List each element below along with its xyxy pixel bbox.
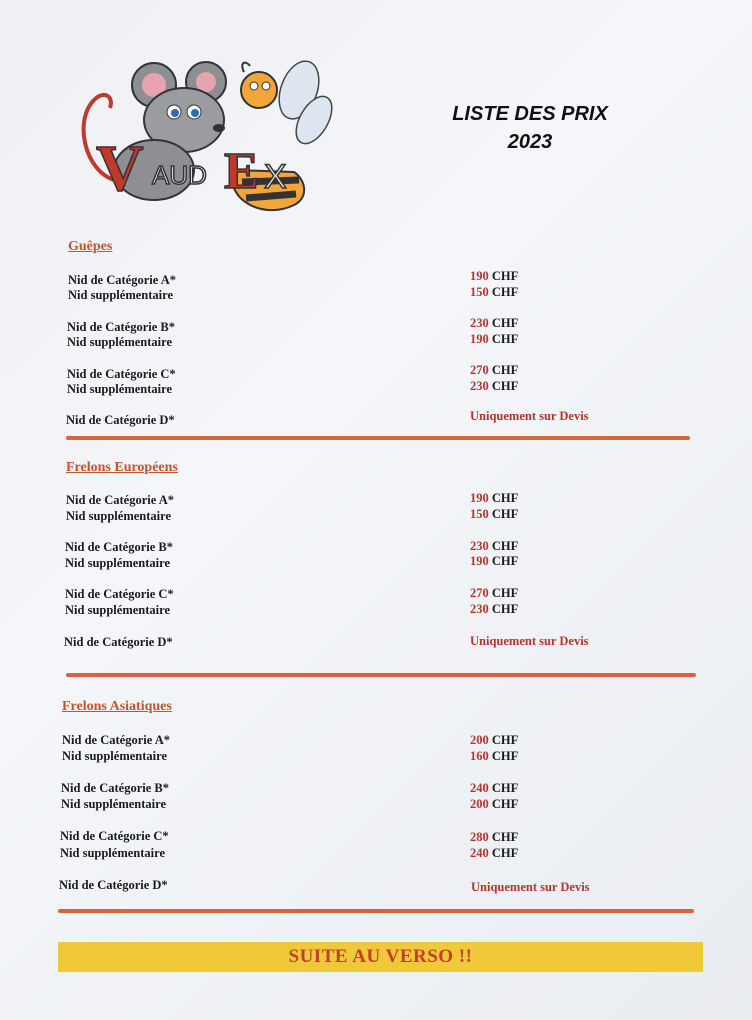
row-price: 200 CHF bbox=[470, 733, 519, 747]
row-price: 230 CHF bbox=[470, 316, 519, 330]
row-label: Nid supplémentaire bbox=[67, 335, 172, 349]
row-price: 280 CHF bbox=[470, 830, 519, 844]
title-line-2: 2023 bbox=[507, 131, 553, 153]
section-title-frelons-europeens: Frelons Européens bbox=[66, 460, 178, 475]
row-price: 230 CHF bbox=[470, 602, 519, 616]
row-price: 160 CHF bbox=[470, 749, 519, 763]
row-price: 190 CHF bbox=[470, 554, 519, 568]
row-price: 240 CHF bbox=[470, 781, 519, 795]
row-label: Nid de Catégorie D* bbox=[59, 878, 168, 892]
row-price: 200 CHF bbox=[470, 797, 519, 811]
svg-text:E: E bbox=[224, 143, 259, 200]
row-label: Nid de Catégorie C* bbox=[65, 587, 174, 601]
row-price: 150 CHF bbox=[470, 285, 519, 299]
row-price: 270 CHF bbox=[470, 363, 519, 377]
row-label: Nid supplémentaire bbox=[65, 603, 170, 617]
row-label: Nid supplémentaire bbox=[68, 288, 173, 302]
row-price: Uniquement sur Devis bbox=[470, 634, 589, 648]
row-price: 190 CHF bbox=[470, 491, 519, 505]
page-title bbox=[430, 100, 630, 156]
row-price: 230 CHF bbox=[470, 539, 519, 553]
row-label: Nid supplémentaire bbox=[67, 382, 172, 396]
row-label: Nid supplémentaire bbox=[65, 556, 170, 570]
row-label: Nid de Catégorie B* bbox=[65, 540, 173, 554]
section-divider bbox=[66, 673, 696, 677]
suite-au-verso-banner bbox=[58, 942, 703, 972]
row-label: Nid supplémentaire bbox=[62, 749, 167, 763]
section-title-frelons-asiatiques: Frelons Asiatiques bbox=[62, 699, 172, 714]
row-price: Uniquement sur Devis bbox=[471, 880, 590, 894]
row-label: Nid supplémentaire bbox=[61, 797, 166, 811]
row-price: 230 CHF bbox=[470, 379, 519, 393]
section-divider bbox=[66, 436, 690, 440]
vaudex-logo bbox=[74, 60, 334, 220]
svg-text:AUD: AUD bbox=[152, 160, 207, 190]
row-label: Nid de Catégorie A* bbox=[62, 733, 170, 747]
row-price: 190 CHF bbox=[470, 269, 519, 283]
svg-text:X: X bbox=[264, 158, 287, 196]
row-price: 240 CHF bbox=[470, 846, 519, 860]
section-divider bbox=[58, 909, 694, 913]
title-line-1: LISTE DES PRIX bbox=[452, 103, 608, 125]
svg-text:V: V bbox=[96, 132, 144, 205]
row-label: Nid de Catégorie B* bbox=[67, 320, 175, 334]
row-price: 190 CHF bbox=[470, 332, 519, 346]
row-label: Nid de Catégorie C* bbox=[60, 829, 169, 843]
row-label: Nid de Catégorie C* bbox=[67, 367, 176, 381]
row-label: Nid de Catégorie D* bbox=[66, 413, 175, 427]
row-label: Nid de Catégorie A* bbox=[66, 493, 174, 507]
row-label: Nid de Catégorie B* bbox=[61, 781, 169, 795]
row-price: Uniquement sur Devis bbox=[470, 409, 589, 423]
row-label: Nid supplémentaire bbox=[60, 846, 165, 860]
row-label: Nid de Catégorie D* bbox=[64, 635, 173, 649]
row-label: Nid supplémentaire bbox=[66, 509, 171, 523]
row-label: Nid de Catégorie A* bbox=[68, 273, 176, 287]
banner-text: SUITE AU VERSO !! bbox=[288, 946, 473, 967]
row-price: 270 CHF bbox=[470, 586, 519, 600]
row-price: 150 CHF bbox=[470, 507, 519, 521]
section-title-guepes: Guêpes bbox=[68, 239, 113, 254]
